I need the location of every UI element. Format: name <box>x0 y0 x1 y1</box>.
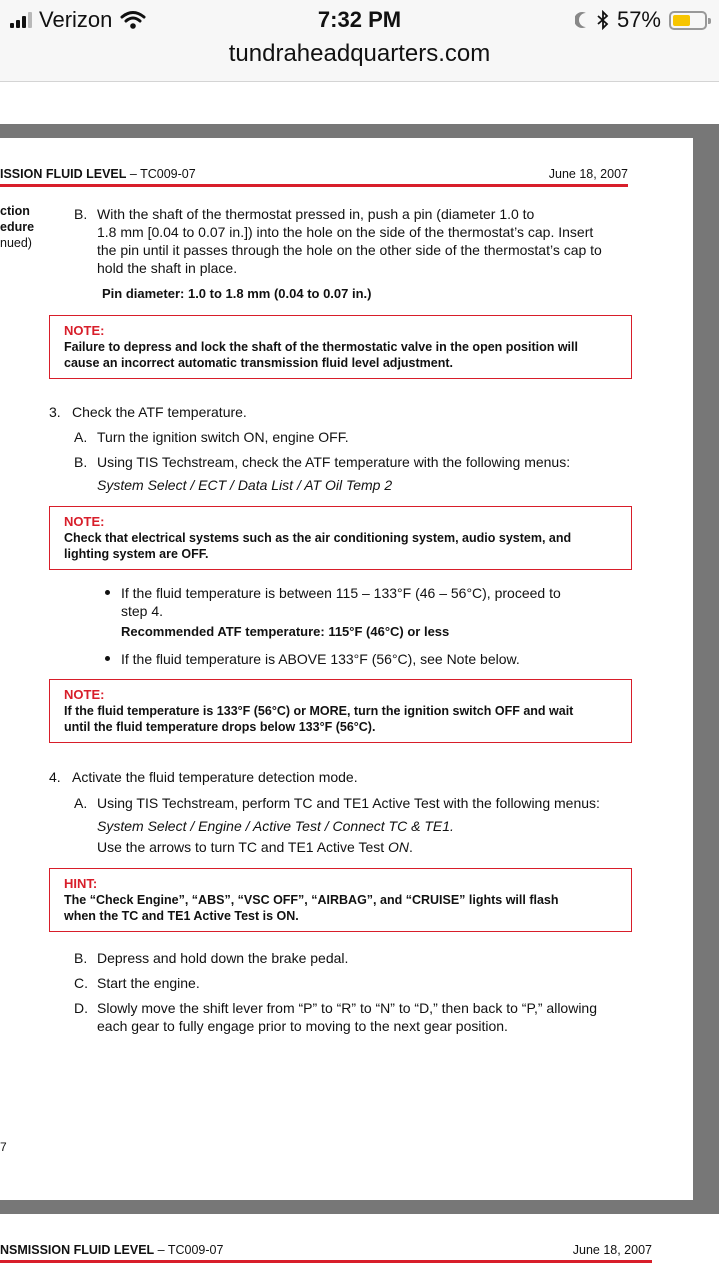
battery-percent: 57% <box>616 7 661 32</box>
bluetooth-icon <box>597 10 609 30</box>
bullet-text: If the fluid temperature is between 115 – 133°F (46 – 56°C), proceed to step 4. <box>121 585 561 619</box>
note-title: NOTE: <box>64 514 105 529</box>
url-domain[interactable]: tundraheadquarters.com <box>228 40 491 67</box>
step-marker: 3. <box>49 404 61 420</box>
menu-path: System Select / ECT / Data List / AT Oil Temp 2 <box>97 477 393 493</box>
step-text: Activate the fluid temperature detection mode. <box>72 769 358 785</box>
spec-text: Pin diameter: 1.0 to 1.8 mm (0.04 to 0.07 in.) <box>102 286 372 301</box>
step-marker: A. <box>74 795 88 811</box>
battery-fill <box>673 15 690 26</box>
step-marker: B. <box>74 950 88 966</box>
step-text: With the shaft of the thermostat pressed in, push a pin (diameter 1.0 to 1.8 mm [0.04 to 0.07 in.]) into the hole on the side of the thermostat’s cap. Insert the pin until it passes through the hole on the other side of the thermostat’s cap to hold the shaft in place. <box>97 206 602 276</box>
spec-text: Recommended ATF temperature: 115°F (46°C) or less <box>121 624 450 639</box>
note-title: NOTE: <box>64 687 105 702</box>
next-document-page <box>0 1214 693 1279</box>
bullet <box>105 590 110 595</box>
header-date: June 18, 2007 <box>572 1243 652 1257</box>
bullet <box>105 656 110 661</box>
status-bar <box>0 0 719 38</box>
hint-title: HINT: <box>64 876 98 891</box>
carrier-name: Verizon <box>39 7 113 32</box>
step-text: Use the arrows to turn TC and TE1 Active Test ON. <box>97 839 413 855</box>
note-title: NOTE: <box>64 323 105 338</box>
note-box <box>49 506 632 570</box>
note-line: until the fluid temperature drops below 133°F (56°C). <box>64 720 376 734</box>
battery-icon <box>669 11 707 30</box>
bullet-text: If the fluid temperature is ABOVE 133°F (56°C), see Note below. <box>121 651 520 667</box>
step-text: Depress and hold down the brake pedal. <box>97 950 349 966</box>
clock: 7:32 PM <box>317 7 402 32</box>
menu-path: System Select / Engine / Active Test / Connect TC & TE1. <box>97 818 454 834</box>
header-rule <box>0 184 628 187</box>
page-gap-right <box>693 124 719 1204</box>
step-marker: B. <box>74 206 88 222</box>
note-line: Failure to depress and lock the shaft of the thermostatic valve in the open position will <box>64 340 578 354</box>
step-text: Check the ATF temperature. <box>72 404 247 420</box>
note-box <box>49 315 632 379</box>
document-page <box>0 138 693 1200</box>
step-marker: B. <box>74 454 88 470</box>
step-marker: A. <box>74 429 88 445</box>
header-date: June 18, 2007 <box>548 167 628 181</box>
note-line: Check that electrical systems such as the air conditioning system, audio system, and <box>64 531 572 545</box>
header-title: ISSION FLUID LEVEL – TC009-07 <box>0 167 196 181</box>
hint-box <box>49 868 632 932</box>
step-text: Slowly move the shift lever from “P” to “R” to “N” to “D,” then back to “P,” allowing each gear to fully engage prior to moving to the next gear position. <box>97 1000 598 1034</box>
step-marker: C. <box>74 975 88 991</box>
side-section-label: ction edure nued) <box>0 204 35 250</box>
step-marker: D. <box>74 1000 88 1016</box>
page-header <box>0 1243 652 1261</box>
note-line: cause an incorrect automatic transmission fluid level adjustment. <box>64 356 454 370</box>
step-text: Using TIS Techstream, perform TC and TE1 Active Test with the following menus: <box>97 795 600 811</box>
step-text: Turn the ignition switch ON, engine OFF. <box>97 429 349 445</box>
address-bar[interactable] <box>0 38 719 82</box>
page-number: 7 <box>0 1140 7 1154</box>
page-gap <box>0 1200 719 1214</box>
header-rule <box>0 1260 652 1263</box>
pdf-viewer[interactable] <box>0 82 719 1279</box>
note-box <box>49 679 632 743</box>
hint-line: The “Check Engine”, “ABS”, “VSC OFF”, “AIRBAG”, and “CRUISE” lights will flash <box>64 893 559 907</box>
step-text: Start the engine. <box>97 975 200 991</box>
step-text: Using TIS Techstream, check the ATF temperature with the following menus: <box>97 454 571 470</box>
header-title: NSMISSION FLUID LEVEL – TC009-07 <box>0 1243 224 1257</box>
page-header <box>0 167 628 185</box>
note-line: lighting system are OFF. <box>64 547 209 561</box>
hint-line: when the TC and TE1 Active Test is ON. <box>64 909 299 923</box>
status-right <box>575 7 707 33</box>
step-marker: 4. <box>49 769 61 785</box>
page-gap <box>0 124 719 138</box>
moon-icon <box>575 11 589 29</box>
note-line: If the fluid temperature is 133°F (56°C) or MORE, turn the ignition switch OFF and wait <box>64 704 574 718</box>
